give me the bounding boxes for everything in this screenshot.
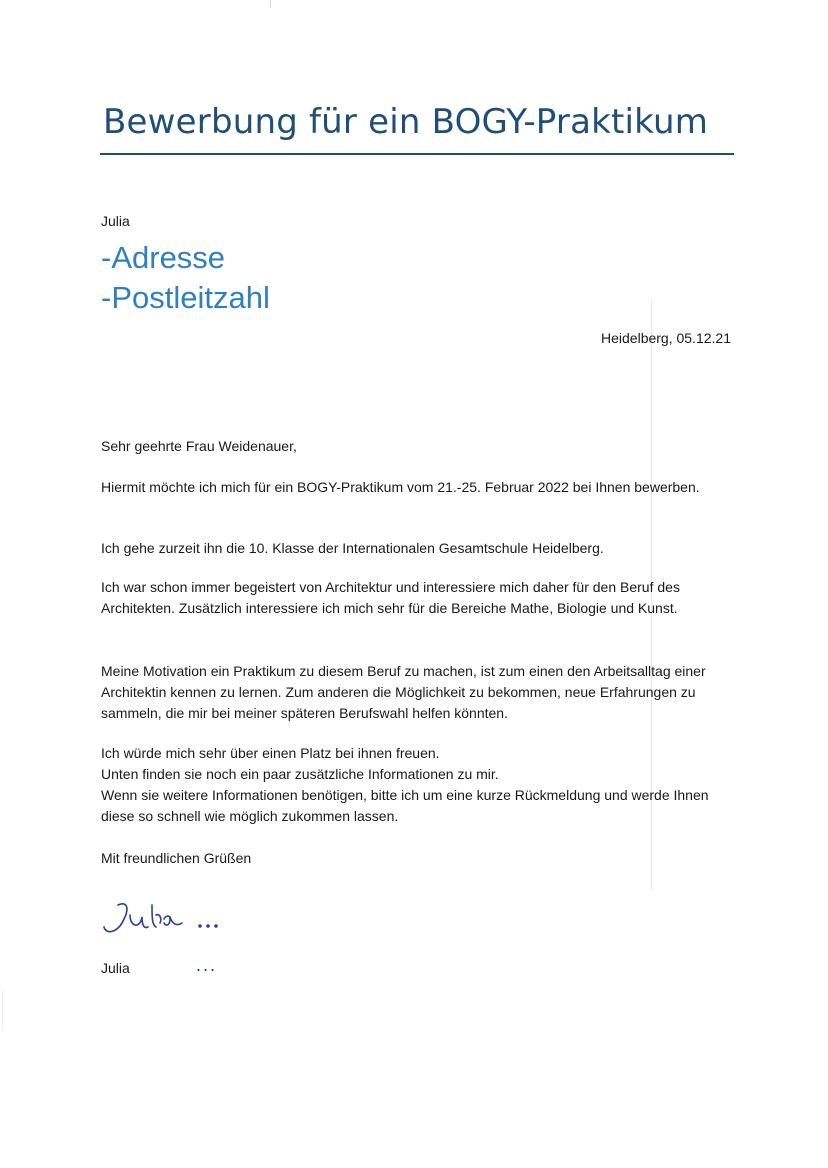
paragraph-intro: Hiermit möchte ich mich für ein BOGY-Praktikum vom 21.-25. Februar 2022 bei Ihnen bewerben. — [101, 479, 700, 495]
title-underline — [100, 153, 734, 155]
paragraph-motivation: Meine Motivation ein Praktikum zu diesem Beruf zu machen, ist zum einen den Arbeitsalltag einer Architektin kennen zu lernen. Zum anderen die Möglichkeit zu bekommen, neue Erfahrungen zu sammeln, die mir bei meiner späteren Berufswahl helfen könnten. — [101, 663, 706, 721]
printed-name-suffix: ... — [196, 955, 218, 975]
place-date: Heidelberg, 05.12.21 — [601, 330, 731, 346]
paragraph-interests: Ich war schon immer begeistert von Architektur und interessiere mich daher für den Beruf des Architekten. Zusätzlich interessiere ich mich sehr für die Bereiche Mathe, Biologie und Kunst. — [101, 579, 680, 616]
scan-artifact — [270, 0, 271, 8]
closing-line: Wenn sie weitere Informationen benötigen, bitte ich um eine kurze Rückmeldung und werde Ihnen diese so schnell wie möglich zukommen lassen. — [101, 787, 709, 824]
closing-line: Ich würde mich sehr über einen Platz bei ihnen freuen. — [101, 745, 440, 761]
printed-name: Julia — [101, 960, 130, 976]
closing-line: Unten finden sie noch ein paar zusätzliche Informationen zu mir. — [101, 766, 499, 782]
handwritten-signature — [96, 893, 236, 943]
paragraph-school: Ich gehe zurzeit ihn die 10. Klasse der Internationalen Gesamtschule Heidelberg. — [101, 540, 604, 556]
sender-address: -Adresse — [101, 240, 226, 275]
sender-name: Julia — [101, 213, 130, 229]
salutation: Sehr geehrte Frau Weidenauer, — [101, 438, 297, 454]
scan-edge-artifact — [2, 990, 3, 1030]
letter-title: Bewerbung für ein BOGY-Praktikum — [103, 102, 709, 142]
closing-block — [101, 743, 741, 827]
complimentary-close: Mit freundlichen Grüßen — [101, 850, 252, 866]
sender-postal-code: -Postleitzahl — [101, 280, 270, 315]
